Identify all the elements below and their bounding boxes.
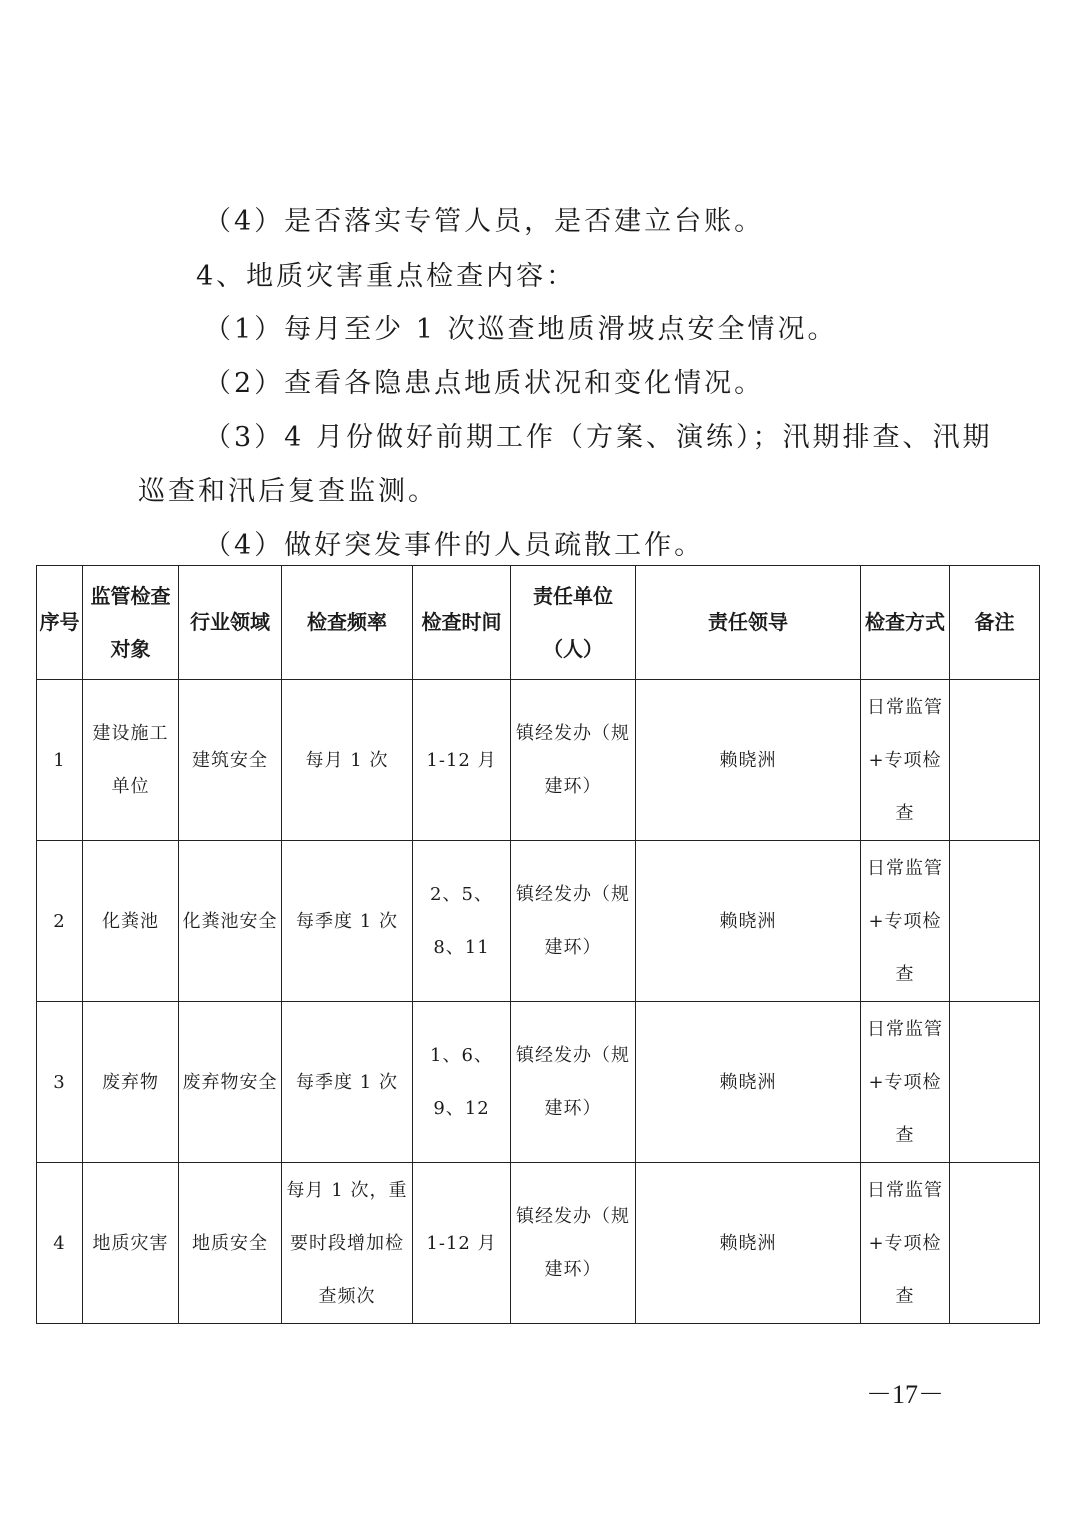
cell-leader: 赖晓洲 (636, 1163, 861, 1324)
paragraph-3: （1）每月至少 1 次巡查地质滑坡点安全情况。 (204, 314, 838, 345)
table-row (37, 1002, 1040, 1163)
cell-method: 日常监管+专项检查 (861, 1002, 950, 1163)
paragraph-7: （4）做好突发事件的人员疏散工作。 (204, 530, 705, 561)
cell-unit: 镇经发办（规建环） (511, 1163, 636, 1324)
cell-field: 废弃物安全 (179, 1002, 282, 1163)
cell-frequency: 每季度 1 次 (282, 841, 413, 1002)
paragraph-5: （3）4 月份做好前期工作（方案、演练）；汛期排查、汛期 (204, 422, 993, 453)
table-row (37, 680, 1040, 841)
table-row (37, 1163, 1040, 1324)
cell-leader: 赖晓洲 (636, 1002, 861, 1163)
table-row (37, 841, 1040, 1002)
cell-leader: 赖晓洲 (636, 680, 861, 841)
paragraph-4: （2）查看各隐患点地质状况和变化情况。 (204, 368, 765, 399)
cell-remarks (950, 1163, 1040, 1324)
cell-seq: 1 (37, 680, 83, 841)
cell-method: 日常监管+专项检查 (861, 680, 950, 841)
paragraph-2: 4、地质灾害重点检查内容： (196, 261, 577, 292)
cell-time: 1、6、9、12 (413, 1002, 511, 1163)
cell-method: 日常监管+专项检查 (861, 841, 950, 1002)
cell-field: 建筑安全 (179, 680, 282, 841)
header-field: 行业领域 (179, 566, 282, 680)
cell-leader: 赖晓洲 (636, 841, 861, 1002)
page-number: －17－ (866, 1380, 945, 1409)
cell-field: 地质安全 (179, 1163, 282, 1324)
header-unit: 责任单位（人） (511, 566, 636, 680)
header-object: 监管检查对象 (83, 566, 179, 680)
cell-object: 建设施工单位 (83, 680, 179, 841)
header-frequency: 检查频率 (282, 566, 413, 680)
header-remarks: 备注 (950, 566, 1040, 680)
cell-field: 化粪池安全 (179, 841, 282, 1002)
cell-frequency: 每季度 1 次 (282, 1002, 413, 1163)
cell-object: 地质灾害 (83, 1163, 179, 1324)
header-seq: 序号 (37, 566, 83, 680)
cell-frequency: 每月 1 次 (282, 680, 413, 841)
cell-frequency: 每月 1 次，重要时段增加检查频次 (282, 1163, 413, 1324)
cell-time: 1-12 月 (413, 1163, 511, 1324)
cell-seq: 2 (37, 841, 83, 1002)
inspection-table (36, 565, 1040, 1324)
cell-unit: 镇经发办（规建环） (511, 841, 636, 1002)
cell-time: 2、5、8、11 (413, 841, 511, 1002)
cell-seq: 4 (37, 1163, 83, 1324)
cell-unit: 镇经发办（规建环） (511, 1002, 636, 1163)
cell-method: 日常监管+专项检查 (861, 1163, 950, 1324)
cell-time: 1-12 月 (413, 680, 511, 841)
table-header-row (37, 566, 1040, 680)
cell-unit: 镇经发办（规建环） (511, 680, 636, 841)
cell-seq: 3 (37, 1002, 83, 1163)
header-method: 检查方式 (861, 566, 950, 680)
cell-object: 废弃物 (83, 1002, 179, 1163)
cell-remarks (950, 680, 1040, 841)
cell-object: 化粪池 (83, 841, 179, 1002)
cell-remarks (950, 1002, 1040, 1163)
paragraph-6: 巡查和汛后复查监测。 (138, 476, 438, 507)
header-time: 检查时间 (413, 566, 511, 680)
cell-remarks (950, 841, 1040, 1002)
paragraph-1: （4）是否落实专管人员，是否建立台账。 (204, 206, 765, 237)
header-leader: 责任领导 (636, 566, 861, 680)
